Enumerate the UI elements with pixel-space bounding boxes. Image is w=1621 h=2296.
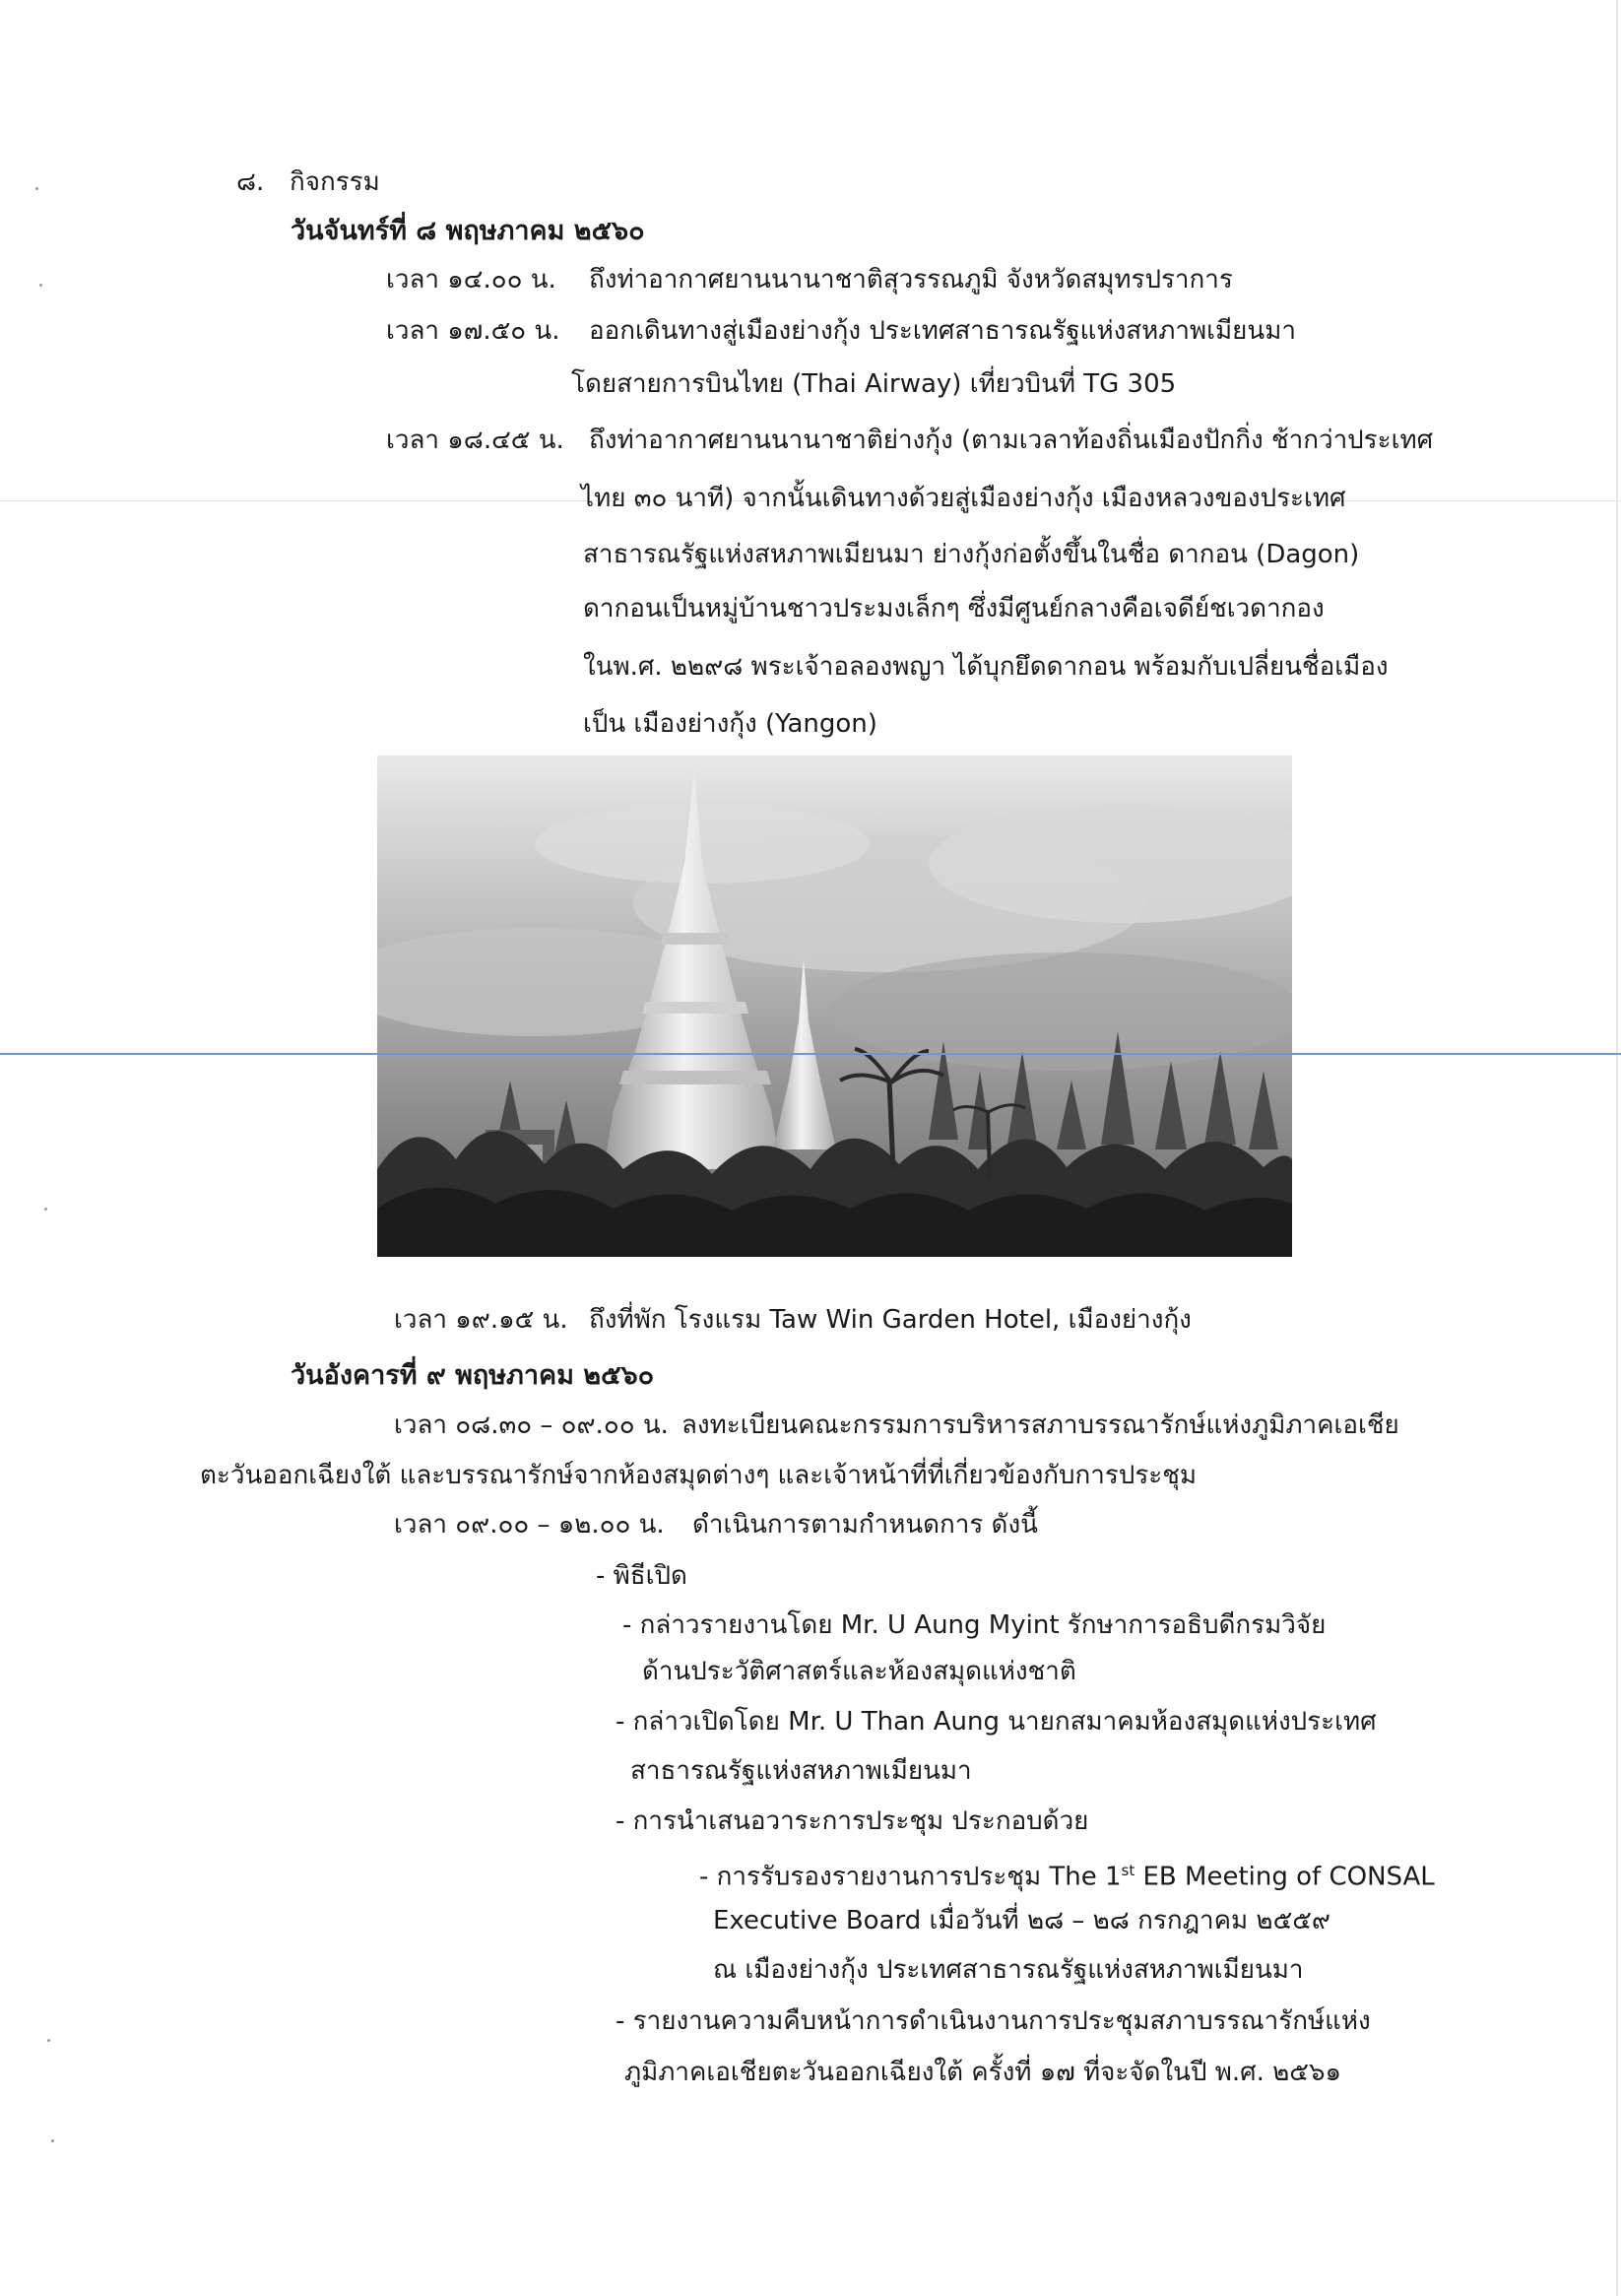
day2-reg-cont: ตะวันออกเฉียงใต้ และบรรณารักษ์จากห้องสมุดต่างๆ และเจ้าหน้าที่ที่เกี่ยวข้องกับการประชุม <box>200 1461 1198 1490</box>
day2-prog-time: เวลา ๐๙.๐๐ – ๑๒.๐๐ น. <box>394 1510 665 1540</box>
day1-text-3-cont-2: สาธารณรัฐแห่งสหภาพเมียนมา ย่างกุ้งก่อตั้งขึ้นในชื่อ ดากอน (Dagon) <box>583 540 1360 569</box>
progress-line-1: - รายงานความคืบหน้าการดำเนินงานการประชุมสภาบรรณารักษ์แห่ง <box>616 2006 1371 2036</box>
day1-text-1: ถึงท่าอากาศยานนานาชาติสุวรรณภูมิ จังหวัดสมุทรปราการ <box>589 265 1233 295</box>
section-number: ๘. <box>236 167 265 197</box>
open-line-2: สาธารณรัฐแห่งสหภาพเมียนมา <box>630 1756 972 1786</box>
adopt-line-2: Executive Board เมื่อวันที่ ๒๘ – ๒๘ กรกฎาคม ๒๕๕๙ <box>713 1906 1330 1935</box>
agenda-line: - การนำเสนอวาระการประชุม ประกอบด้วย <box>616 1806 1089 1836</box>
day1-text-3-cont-5: เป็น เมืองย่างกุ้ง (Yangon) <box>583 709 877 739</box>
progress-line-2: ภูมิภาคเอเชียตะวันออกเฉียงใต้ ครั้งที่ ๑๗ ที่จะจัดในปี พ.ศ. ๒๕๖๑ <box>624 2058 1341 2087</box>
opening-ceremony: - พิธีเปิด <box>596 1561 687 1591</box>
section-title: กิจกรรม <box>290 167 380 197</box>
report-line-1: - กล่าวรายงานโดย Mr. U Aung Myint รักษาการอธิบดีกรมวิจัย <box>622 1610 1327 1640</box>
day1-text-2-cont: โดยสายการบินไทย (Thai Airway) เที่ยวบินที่ TG 305 <box>571 369 1177 399</box>
adopt-line-3: ณ เมืองย่างกุ้ง ประเทศสาธารณรัฐแห่งสหภาพเมียนมา <box>713 1955 1304 1985</box>
day1-text-3: ถึงท่าอากาศยานนานาชาติย่างกุ้ง (ตามเวลาท้องถิ่นเมืองปักกิ่ง ช้ากว่าประเทศ <box>589 426 1434 455</box>
day2-reg-time: เวลา ๐๘.๓๐ – ๐๙.๐๐ น. <box>394 1410 669 1440</box>
day2-reg-text: ลงทะเบียนคณะกรรมการบริหารสภาบรรณารักษ์แห่งภูมิภาคเอเชีย <box>681 1410 1399 1440</box>
day1-heading: วันจันทร์ที่ ๘ พฤษภาคม ๒๕๖๐ <box>291 216 645 246</box>
day1-time-1: เวลา ๑๔.๐๐ น. <box>386 265 556 295</box>
day1-text-4: ถึงที่พัก โรงแรม Taw Win Garden Hotel, เมืองย่างกุ้ง <box>589 1305 1192 1335</box>
day1-time-2: เวลา ๑๗.๕๐ น. <box>386 316 560 346</box>
day2-heading: วันอังคารที่ ๙ พฤษภาคม ๒๕๖๐ <box>291 1360 655 1391</box>
day1-text-3-cont-1: ไทย ๓๐ นาที) จากนั้นเดินทางด้วยสู่เมืองย่างกุ้ง เมืองหลวงของประเทศ <box>581 484 1346 513</box>
scan-speck <box>44 1208 47 1211</box>
shwedagon-pagoda-photo <box>377 755 1292 1257</box>
day1-time-3: เวลา ๑๘.๔๕ น. <box>386 426 564 455</box>
day1-text-2: ออกเดินทางสู่เมืองย่างกุ้ง ประเทศสาธารณรัฐแห่งสหภาพเมียนมา <box>589 316 1296 346</box>
scan-edge <box>1616 0 1618 2296</box>
scan-speck <box>47 2039 50 2042</box>
scan-blue-line <box>0 1053 1621 1055</box>
day1-text-3-cont-4: ในพ.ศ. ๒๒๙๘ พระเจ้าอลองพญา ได้บุกยึดดากอน พร้อมกับเปลี่ยนชื่อเมือง <box>583 652 1389 682</box>
open-line-1: - กล่าวเปิดโดย Mr. U Than Aung นายกสมาคมห้องสมุดแห่งประเทศ <box>616 1707 1377 1737</box>
day1-time-4: เวลา ๑๙.๑๕ น. <box>394 1305 568 1335</box>
report-line-2: ด้านประวัติศาสตร์และห้องสมุดแห่งชาติ <box>642 1657 1076 1686</box>
scan-speck <box>39 284 42 287</box>
adopt-line-1: - การรับรองรายงานการประชุม The 1st EB Meeting of CONSAL <box>699 1862 1435 1892</box>
scan-speck <box>51 2139 54 2142</box>
day1-text-3-cont-3: ดากอนเป็นหมู่บ้านชาวประมงเล็กๆ ซึ่งมีศูนย์กลางคือเจดีย์ชเวดากอง <box>583 594 1325 623</box>
day2-prog-text: ดำเนินการตามกำหนดการ ดังนี้ <box>692 1510 1038 1540</box>
scan-speck <box>35 187 38 190</box>
